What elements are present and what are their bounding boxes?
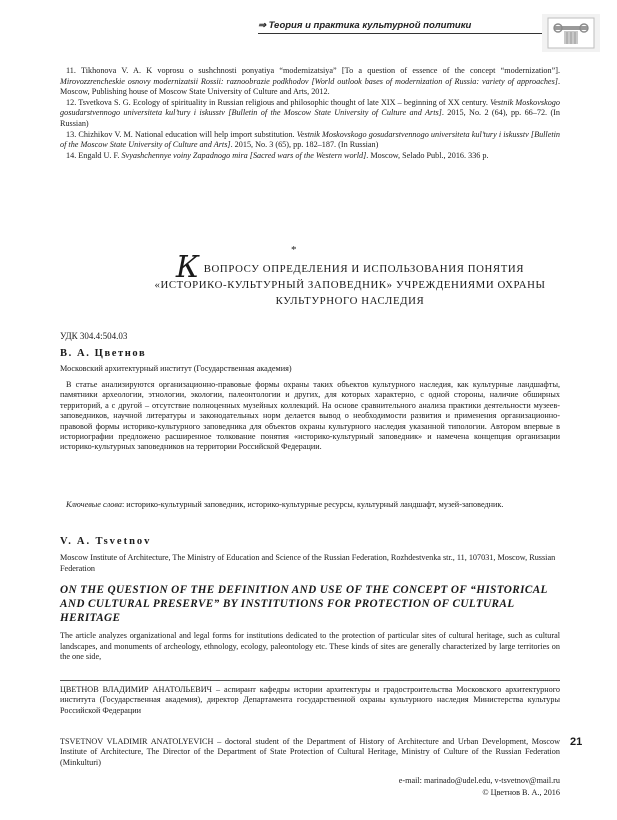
author-bio-ru: ЦВЕТНОВ ВЛАДИМИР АНАТОЛЬЕВИЧ – аспирант кафедры истории архитектуры и градостроительства Московского архитектурного института (Государственная академия), директор Департамента государственной охраны культурного наследия Министерства культуры Российской Федерации [60,685,560,715]
article-title-en: ON THE QUESTION OF THE DEFINITION AND USE OF THE CONCEPT OF “HISTORICAL AND CULTURAL PRESERVE” BY INSTITUTIONS FOR PROTECTION OF CULTURAL HERITAGE [60,584,548,624]
abstract-ru-text: В статье анализируются организационно-правовые формы охраны таких объектов культурного наследия, как культурные ландшафты, памятники археологии, этнологии, экологии, палеонтологии и других, для которых характерно, с одной стороны, наличие обширных территорий, а с другой – отсутствие полноценных музейных коллекций. На основе сравнительного анализа практики деятельности музеев-заповедников, научной литературы и законодательных норм делается вывод о необходимости развития и применения организационно-правовой формы историко-культурного заповедника для объектов охраны культурного наследия указанной типологии. Автором впервые в историографии предложено расширенное толкование понятия «историко-культурный заповедник» и намечена концепция организации историко-культурных заповедников на территории Российской Федерации. [60,380,560,452]
author-email: e-mail: marinado@udel.edu, v-tsvetnov@mail.ru [398,776,560,785]
reference-item: 11. Tikhonova V. A. K voprosu o sushchnosti ponyatiya “modernizatsiya” [To a question of essence of the concept “modernization”]. Mirovozzrencheskie osnovy modernizatsii Rossii: raznoobrazie podkhodov [World outlook bases of modernization of Russia: variety of approaches]. Moscow, Publishing house of Moscow State University of Culture and Arts, 2012. [60,66,560,97]
running-header-title: Теория и практика культурной политики [268,20,472,31]
running-header [258,20,471,31]
article-title-ru [150,250,550,309]
section-separator-star: * [291,244,297,256]
abstract-en [60,631,560,663]
abstract-en-text: The article analyzes organizational and legal forms for institutions dedicated to the protection of particular sites of cultural heritage, such as cultural landscapes, and monuments of archeology, ethnology, ecology, paleontology etc. These kinds of sites are generally characterized by large territories on the one side, [60,631,560,662]
footnote-rule [60,680,560,681]
arrow-icon: ⇒ [258,20,266,31]
udk-code: УДК 304.4:504.03 [60,331,128,341]
author-name-ru: В. А. Цветнов [60,348,147,359]
keywords-text: : историко-культурный заповедник, историко-культурные ресурсы, культурный ландшафт, музей-заповедник. [121,500,504,509]
keywords-ru [60,500,560,510]
abstract-ru [60,380,560,453]
keywords-label: Ключевые слова [66,500,122,509]
reference-item: 13. Chizhikov V. M. National education will help import substitution. Vestnik Moskovskogo gosudarstvennogo universiteta kul’tury i iskusstv [Bulletin of the Moscow State University of Culture and Arts]. 2015, No. 3 (65), pp. 182–187. (In Russian) [60,129,560,150]
page-number: 21 [570,736,583,748]
affiliation-ru: Московский архитектурный институт (Государственная академия) [60,364,292,373]
reference-item: 12. Tsvetkova S. G. Ecology of spirituality in Russian religious and philosophic thought of late XIX – beginning of XX century. Vestnik Moskovskogo gosudarstvennogo universiteta kul’tury i iskusstv [Bulletin of the Moscow State University of Culture and Arts]. 2015, No. 2 (64), pp. 66–72. (In Russian) [60,97,560,128]
reference-item: 14. Engald U. F. Svyashchennye voiny Zapadnogo mira [Sacred wars of the Western world]. Moscow, Selado Publ., 2016. 336 p. [66,150,489,160]
author-bio-en: TSVETNOV VLADIMIR ANATOLYEVICH – doctoral student of the Department of History of Architecture and Urban Development, Moscow Institute of Architecture, The Director of the Department of State Protection of Cultural Heritage, Ministry of Culture of the Russian Federation (Minkulturi) [60,737,560,767]
affiliation-en: Moscow Institute of Architecture, The Ministry of Education and Science of the Russian Federation, Rozhdestvenka str., 11, 107031, Moscow, Russian Federation [60,553,556,573]
title-text: ВОПРОСУ ОПРЕДЕЛЕНИЯ И ИСПОЛЬЗОВАНИЯ ПОНЯТИЯ «ИСТОРИКО-КУЛЬТУРНЫЙ ЗАПОВЕДНИК» УЧРЕЖДЕНИЯМИ ОХРАНЫ КУЛЬТУРНОГО НАСЛЕДИЯ [154,263,546,307]
column-capital-logo-icon [542,14,600,52]
reference-list [60,66,560,161]
header-rule [258,33,542,34]
copyright: © Цветнов В. А., 2016 [482,788,560,797]
author-name-en: V. A. Tsvetnov [60,536,152,547]
title-dropcap: К [175,250,200,285]
